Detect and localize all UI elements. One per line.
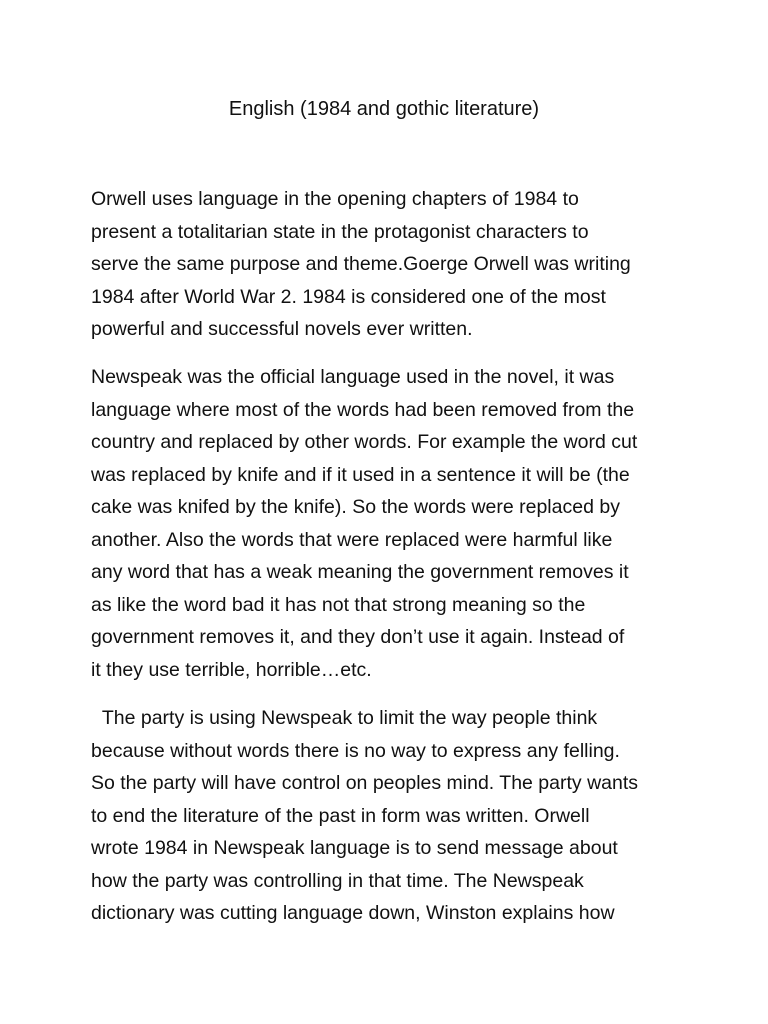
paragraph-line: because without words there is no way to express any felling.	[91, 739, 620, 762]
paragraph-3	[91, 702, 681, 930]
paragraph-line: government removes it, and they don’t use it again. Instead of	[91, 626, 625, 648]
paragraph-line: serve the same purpose and theme.Goerge Orwell was writing	[91, 253, 631, 275]
paragraph-line: to end the literature of the past in form was written. Orwell	[91, 804, 590, 827]
document-title: English (1984 and gothic literature)	[228, 98, 540, 120]
paragraph-line: cake was knifed by the knife). So the words were replaced by	[91, 496, 620, 518]
paragraph-line: Orwell uses language in the opening chapters of 1984 to	[91, 188, 579, 210]
paragraph-line: dictionary was cutting language down, Winston explains how	[91, 902, 615, 924]
paragraph-line: it they use terrible, horrible…etc.	[91, 658, 372, 681]
paragraph-line: country and replaced by other words. For example the word cut	[91, 431, 638, 453]
paragraph-line: Newspeak was the official language used in the novel, it was	[91, 366, 615, 388]
paragraph-line: another. Also the words that were replaced were harmful like	[91, 528, 613, 551]
paragraph-line: language where most of the words had been removed from the	[91, 398, 635, 421]
paragraph-1	[91, 183, 681, 346]
paragraph-line: The party is using Newspeak to limit the way people think	[91, 707, 598, 729]
paragraph-line: any word that has a weak meaning the government removes it	[91, 561, 629, 583]
paragraph-line: how the party was controlling in that time. The Newspeak	[91, 869, 584, 892]
paragraph-2	[91, 361, 681, 686]
paragraph-line: powerful and successful novels ever written.	[91, 318, 473, 340]
paragraph-line: So the party will have control on peoples mind. The party wants	[91, 772, 639, 794]
paragraph-line: 1984 after World War 2. 1984 is considered one of the most	[91, 285, 606, 308]
paragraph-line: as like the word bad it has not that strong meaning so the	[91, 593, 586, 616]
paragraph-line: wrote 1984 in Newspeak language is to send message about	[91, 837, 618, 859]
paragraph-line: was replaced by knife and if it used in a sentence it will be (the	[91, 463, 630, 486]
paragraph-line: present a totalitarian state in the protagonist characters to	[91, 220, 589, 243]
